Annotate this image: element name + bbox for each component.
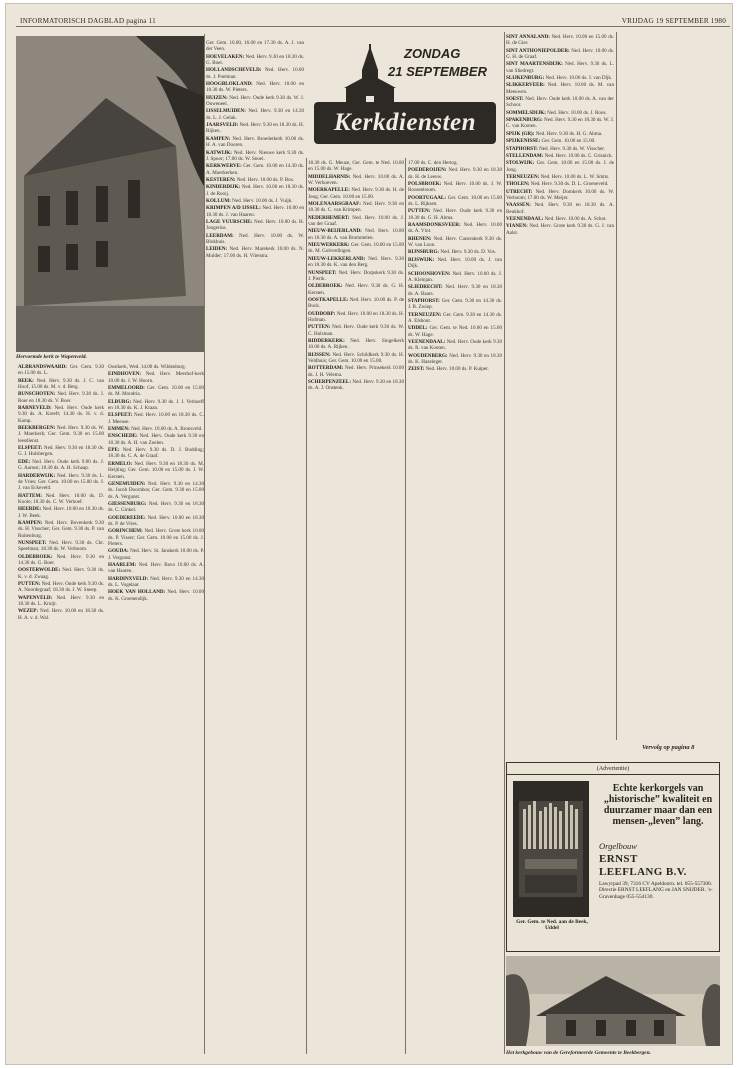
church-photo-left <box>16 36 204 352</box>
church-listing: VIANEN: Ned. Herv. Grote kerk 9.30 ds. G. J. van Aalst. <box>506 223 614 236</box>
church-listing: SINT MAARTENSDIJK: Ned. Herv. 9.30 ds. L. van Sliedregt. <box>506 61 614 74</box>
listing-column-7 <box>618 34 726 740</box>
church-listing: ELSPEET: Ned. Herv. 10.00 en 18.30 ds. C. J. Meeuse. <box>108 412 204 425</box>
column-rule-3 <box>405 158 406 1054</box>
column-1-text <box>18 364 104 621</box>
church-listing: RHENEN: Ned. Herv. Cunerakerk 9.30 ds. W. van Loon. <box>408 235 502 249</box>
organ-caption: Ger. Gem. te Ned. aan de Beek, Uddel <box>516 919 588 931</box>
church-listing: SOMMELSDIJK: Ned. Herv. 10.00 ds. J. Roos. <box>506 109 607 116</box>
header-left: INFORMATORISCH DAGBLAD pagina 11 <box>20 17 156 25</box>
church-listing: HARDERWIJK: Ned. Herv. 9.30 ds. L. de Vries; Ger. Gem. 10.00 en 15.00 ds. J. J. van Eckeveld. <box>18 472 104 492</box>
listing-column-6 <box>506 34 614 754</box>
newspaper-page <box>6 4 732 1064</box>
column-6-text <box>506 34 614 236</box>
church-listing: PUTTEN: Ned. Herv. Oude kerk 9.30 en 18.30 ds. G. H. Abma. <box>408 208 502 221</box>
church-listing: WEZEP: Ned. Herv. 10.00 en 18.30 ds. H. A. v. d. Wal. <box>18 608 104 621</box>
church-listing: SCHERPENZEEL: Ned. Herv. 9.30 en 18.30 ds. A. J. Onstenk. <box>308 379 404 392</box>
church-listing: ENSCHEDE: Ned. Herv. Oude kerk 9.30 en 18.30 ds. A. H. van Zoelen. <box>108 433 204 446</box>
church-listing: RAAMSDONKSVEER: Ned. Herv. 10.00 ds. A. Vlot. <box>408 222 502 235</box>
church-listing: STAPHORST: Ger. Gem. 9.30 en 14.30 ds. J. B. Zwiep. <box>408 297 502 311</box>
header-rule <box>16 26 730 27</box>
church-listing: EMMELOORD: Ger. Gem. 10.00 en 15.00 ds. M. Mondria. <box>108 385 204 398</box>
church-listing: KAMPEN: Ned. Herv. Broederkerk 10.00 ds. H. A. van Dooren. <box>206 135 304 149</box>
church-listing: BEEKBERGEN: Ned. Herv. 9.30 ds. W. J. Moerkerk; Ger. Gem. 9.30 en 15.00 leesdienst. <box>18 425 104 444</box>
church-photo-bottom <box>506 956 720 1046</box>
church-listing: HATTEM: Ned. Herv. 10.00 ds. D. Koole; 18.30 ds. C. W. Verhoef. <box>18 492 104 505</box>
column-5-text <box>408 160 502 373</box>
church-listing: ALBRANDSWAARD: Ger. Gem. 9.30 en 15.00 ds. L. <box>18 364 104 377</box>
church-listing: HOEK VAN HOLLAND: Ned. Herv. 10.00 ds. K. Groenendijk. <box>108 589 204 602</box>
church-listing: WOUDENBERG: Ned. Herv. 9.30 en 18.30 ds. K. Hazeleger. <box>408 352 502 365</box>
church-listing: OOSTKAPELLE: Ned. Herv. 10.00 ds. P. de Buck. <box>308 296 404 310</box>
church-listing: PUTTEN: Ned. Herv. Oude kerk 9.30 ds. W. C. Hulsman. <box>308 324 404 337</box>
church-listing: STOLWIJK: Ger. Gem. 10.00 en 15.00 ds. J. de Jong. <box>506 160 614 173</box>
church-listing: HOEVELAKEN: Ned. Herv. 9.30 en 18.30 ds. G. Boer. <box>206 53 304 67</box>
church-listing: BUNSCHOTEN: Ned. Herv. 9.30 ds. J. Boer en 18.30 ds. V. Boer. <box>18 391 104 404</box>
kerkdiensten-title: Kerkdiensten <box>314 102 496 144</box>
church-listing: SINT ANNALAND: Ned. Herv. 10.00 en 15.00 ds. H. de Gier. <box>506 34 614 47</box>
church-building-illustration <box>506 956 720 1046</box>
church-listing: SLIKKERVEER: Ned. Herv. 10.00 ds. M. van Meeuwen. <box>506 82 614 95</box>
church-listing: POLSBROEK: Ned. Herv. 10.00 ds. J. W. Roosenboom. <box>408 181 502 194</box>
listing-column-2 <box>108 364 204 1054</box>
church-listing: KAMPEN: Ned. Herv. Bovenkerk 9.30 ds. H. Visscher; Ger. Gem. 9.30 ds. P. van Ruitenburg. <box>18 519 104 539</box>
church-listing: POEDEROIJEN: Ned. Herv. 9.30 en 18.30 ds. H. de Leeuw. <box>408 167 502 180</box>
church-listing: NUNSPEET: Ned. Herv. Dorpskerk 9.30 ds. J. Pierik. <box>308 269 404 282</box>
church-listing: GOEDEREEDE: Ned. Herv. 10.00 en 18.30 ds. P. de Vries. <box>108 514 204 527</box>
church-listing: KOLLUM: Ned. Herv. 10.00 ds. J. Vuijk. <box>206 197 293 204</box>
church-listing: BEEK: Ned. Herv. 9.30 ds. J. C. van Hoof, 15.00 ds. M. v. d. Berg. <box>18 377 104 391</box>
church-listing: HEERDE: Ned. Herv. 10.00 en 18.30 ds. J. W. Beek. <box>18 506 104 519</box>
church-listing: KATWIJK: Ned. Herv. Nieuwe kerk 9.30 ds. J. Spoor; 17.00 ds. W. Snoei. <box>206 149 304 162</box>
church-listing: HAARLEM: Ned. Herv. Bavo 10.00 ds. A. van Haaren. <box>108 561 204 575</box>
church-listing: 17.00 ds. C. den Hertog. <box>408 160 458 166</box>
church-listing: IJSSELMUIDEN: Ned. Herv. 9.30 en 14.30 ds. L. J. Geluk. <box>206 108 304 121</box>
church-listing: SPIJK (GR): Ned. Herv. 9.30 ds. H. G. Abma. <box>506 130 603 137</box>
church-listing: UDDEL: Ger. Gem. te Ned. 10.00 en 15.00 ds. W. Hage. <box>408 325 502 338</box>
church-illustration <box>16 36 204 352</box>
church-listing: HUIZEN: Ned. Herv. Oude kerk 9.30 ds. W. J. Ouweneel. <box>206 94 304 108</box>
column-3-text <box>206 40 304 259</box>
church-listing: PUTTEN: Ned. Herv. Oude kerk 9.30 ds. A. Noordegraaf; 18.30 ds. J. W. Sneep. <box>18 581 104 594</box>
listing-column-4 <box>308 160 404 1054</box>
church-listing: EDE: Ned. Herv. Oude kerk 9.00 ds. J. G. Aarsen; 18.30 ds. A. H. Schaap. <box>18 458 104 472</box>
header-right: VRIJDAG 19 SEPTEMBER 1980 <box>621 17 726 25</box>
church-listing: POORTUGAAL: Ger. Gem. 10.00 en 15.00 ds. L. Rijksen. <box>408 194 502 208</box>
church-listing: HARDINXVELD: Ned. Herv. 9.30 en 14.30 ds. L. Vogelaar. <box>108 575 204 588</box>
church-listing: ELSPEET: Ned. Herv. 9.30 en 18.30 ds. G. J. Hulsbergen. <box>18 445 104 458</box>
church-listing: KINDERDIJK: Ned. Herv. 10.00 en 18.30 ds. J. de Rooij. <box>206 184 304 197</box>
church-listing: HOLLANDSCHEVELD: Ned. Herv. 10.00 ds. J. Poelman. <box>206 67 304 80</box>
listing-column-5 <box>408 160 502 1054</box>
church-listing: SPIJKENISSE: Ger. Gem. 10.00 en 15.00. <box>506 138 596 145</box>
church-listing: Ger. Gem. 10.00, 16.00 en 17.30 ds. A. J. van der Veen. <box>206 40 304 53</box>
church-listing: KRIMPEN A/D IJSSEL: Ned. Herv. 10.00 en 18.30 ds. J. van Haaren. <box>206 205 304 218</box>
church-listing: RIJSWIJK: Ned. Herv. 10.00 ds. J. van Dijk. <box>408 256 502 270</box>
organ-illustration <box>513 781 589 917</box>
church-listing: SCHOONHOVEN: Ned. Herv. 10.00 ds. J. A. Kleinjan. <box>408 270 502 283</box>
church-listing: GIESSENBURG: Ned. Herv. 9.30 en 18.30 ds. C. Ginkel. <box>108 500 204 514</box>
photo-caption-left: Hervormde kerk te Wapenveld. <box>16 354 87 360</box>
kerkdiensten-banner <box>308 42 498 154</box>
church-listing: ROTTERDAM: Ned. Herv. Prinsekerk 10.00 ds. J. H. Velema. <box>308 365 404 378</box>
church-listing: SINT ANTHONIEPOLDER: Ned. Herv. 10.00 ds. G. H. de Graaf. <box>506 47 614 61</box>
church-listing: RIJNSBURG: Ned. Herv. 9.30 ds. D. Vos. <box>408 249 497 256</box>
church-listing: ERMELO: Ned. Herv. 9.30 en 18.30 ds. M. Heijting; Ger. Gem. 10.00 en 15.00 ds. J. W. Kersten. <box>108 460 204 480</box>
church-listing: OOSTERWOLDE: Ned. Herv. 9.30 ds. K. v. d. Zwaag. <box>18 567 104 580</box>
ad-subtitle: Orgelbouw <box>599 841 637 851</box>
church-listing: NIEUWERKERK: Ger. Gem. 10.00 en 15.00 ds. M. Golverdingen. <box>308 242 404 255</box>
organ-photo <box>513 781 589 917</box>
church-listing: NIEUW-LEKKERLAND: Ned. Herv. 9.30 en 18.30 ds. K. van den Berg. <box>308 255 404 269</box>
date-line-1: ZONDAG <box>404 46 461 61</box>
column-4-text <box>308 160 404 392</box>
church-listing: EPE: Ned. Herv. 9.30 ds. D. J. Budding; 18.30 ds. C. A. de Graaf. <box>108 447 204 460</box>
church-listing: ELBURG: Ned. Herv. 9.30 ds. J. J. Verhoeff en 18.30 ds. K. J. Kraan. <box>108 398 204 412</box>
church-listing: KESTEREN: Ned. Herv. 10.00 ds. P. Bos. <box>206 176 294 183</box>
church-listing: WAPENVELD: Ned. Herv. 9.30 en 18.30 ds. L. Kruijt. <box>18 594 104 608</box>
church-listing: GORINCHEM: Ned. Herv. Grote kerk 10.00 ds. P. Visser; Ger. Gem. 10.00 en 15.00 ds. J. Pieters. <box>108 528 204 547</box>
church-listing: UTRECHT: Ned. Herv. Domkerk 10.00 ds. W. Verboom; 17.00 ds. W. Meijer. <box>506 188 614 201</box>
church-listing: OLDEBROEK: Ned. Herv. 9.30 ds. G. H. Kersten. <box>308 283 404 296</box>
column-rule-1 <box>204 34 205 1054</box>
ad-address: Lawyrpad 39, 7316 CV Apeldoorn. tel. 055-557300. Directie ERNST LEEFLANG en JAN SNIJDER. ’s-Gravenhage 055-554130. <box>599 881 713 900</box>
column-rule-2 <box>306 158 307 1054</box>
column-rule-5 <box>616 32 617 740</box>
church-listing: TERNEUZEN: Ned. Herv. 10.00 ds. L. W. Smits. <box>506 173 610 180</box>
church-listing: NIEUW-BEIJERLAND: Ned. Herv. 10.00 en 18.30 ds. A. van Brummelen. <box>308 228 404 241</box>
church-listing: JAARSVELD: Ned. Herv. 9.30 en 18.30 ds. H. Rijken. <box>206 122 304 135</box>
church-listing: HOOGBLOKLAND: Ned. Herv. 10.00 en 18.30 ds. W. Pieters. <box>206 81 304 94</box>
church-listing: NUNSPEET: Ned. Herv. 9.30 ds. Chr. Speelman; 18.30 ds. W. Verboom. <box>18 539 104 553</box>
church-listing: THOLEN: Ned. Herv. 9.30 ds. D. L. Groeneveld. <box>506 181 609 188</box>
church-listing: STELLENDAM: Ned. Herv. 10.00 ds. C. Grisnich. <box>506 152 613 159</box>
church-listing: OUDDORP: Ned. Herv. 10.00 en 18.30 ds. H. Hofman. <box>308 310 404 323</box>
church-listing: MIDDELHARNIS: Ned. Herv. 10.00 ds. A. W. Verhoeven. <box>308 173 404 187</box>
continued-note: Vervolg op pagina 8 <box>642 744 695 751</box>
church-listing: NEDERHEMERT: Ned. Herv. 10.00 ds. J. van der Graaf. <box>308 214 404 228</box>
church-listing: MOERKAPELLE: Ned. Herv. 9.30 ds. H. de Jong; Ger. Gem. 10.00 en 15.00. <box>308 187 404 200</box>
church-listing: Oostkerk, Wed. 14.00 ds. Wildenburg. <box>108 364 186 370</box>
church-listing: SLIJKENBURG: Ned. Herv. 10.00 ds. J. van Dijk. <box>506 75 613 82</box>
church-listing: OLDEBROEK: Ned. Herv. 9.30 en 14.30 ds. G. Boer. <box>18 553 104 566</box>
column-rule-4 <box>504 32 505 1054</box>
church-listing: VEENENDAAL: Ned. Herv. Oude kerk 9.30 ds. R. van Kooten. <box>408 338 502 352</box>
church-listing: 18.30 ds. G. Meuze, Ger. Gem. te Ned. 10.00 en 15.00 ds. W. Hage. <box>308 160 404 173</box>
church-listing: STAPHORST: Ned. Herv. 9.30 ds. W. Visscher. <box>506 145 605 152</box>
church-listing: GOUDA: Ned. Herv. St. Janskerk 10.00 ds. P. J. Vergunst. <box>108 548 204 561</box>
church-listing: RIDDERKERK: Ned. Herv. Singelkerk 10.00 ds. A. Rijken. <box>308 337 404 351</box>
church-listing: MOLENAARSGRAAF: Ned. Herv. 9.30 en 18.30 ds. C. van Krimpen. <box>308 201 404 214</box>
church-listing: RIJSSEN: Ned. Herv. Schildkerk 9.30 ds. H. Veldhuis; Ger. Gem. 10.00 en 15.00. <box>308 351 404 364</box>
church-listing: SPAKENBURG: Ned. Herv. 9.30 en 18.30 ds. W. J. C. van Kooten. <box>506 117 614 130</box>
church-listing: VAASSEN: Ned. Herv. 9.30 en 18.30 ds. A. Beukhof. <box>506 202 614 215</box>
organ-advertisement <box>506 762 720 952</box>
church-listing: SOEST: Ned. Herv. Oude kerk 10.00 ds. A. van der Schoor. <box>506 96 614 109</box>
church-listing: LAGE VUURSCHE: Ned. Herv. 10.00 ds. H. Jongerius. <box>206 218 304 232</box>
column-2-text <box>108 364 204 602</box>
church-listing: BARNEVELD: Ned. Herv. Oude kerk 9.30 ds. A. Kreeft; 14.30 ds. H. v. d. Kamp. <box>18 405 104 424</box>
church-listing: GENEMUIDEN: Ned. Herv. 9.30 en 14.30 ds. Jacob Doornbos; Ger. Gem. 9.30 en 15.00 ds. A. Vergunst. <box>108 480 204 500</box>
church-listing: KERKWERVE: Ger. Gem. 10.00 en 14.30 ds. A. Moerkerken. <box>206 163 304 176</box>
church-listing: SLIEDRECHT: Ned. Herv. 9.30 en 18.30 ds. A. Baars. <box>408 284 502 297</box>
ad-label: (Advertentie) <box>507 763 719 775</box>
church-listing: VEENENDAAL: Ned. Herv. 10.00 ds. A. Schot. <box>506 215 607 222</box>
church-listing: LEERDAM: Ned. Herv. 10.00 ds. W. Blokhuis. <box>206 232 304 245</box>
ad-tagline: Echte kerkorgels van „historische” kwaliteit en duurzamer maar dan een mensen-„leven” lang. <box>603 783 713 827</box>
ad-name-2: LEEFLANG B.V. <box>599 866 687 878</box>
church-listing: LEIDEN: Ned. Herv. Marekerk 10.00 ds. N. Mulder; 17.00 ds. H. Vlietstra. <box>206 246 304 259</box>
ad-name-1: ERNST <box>599 853 638 865</box>
listing-column-3 <box>206 40 304 1054</box>
date-line-2: 21 SEPTEMBER <box>388 64 487 79</box>
church-listing: ZEIST: Ned. Herv. 10.00 ds. P. Kuiper. <box>408 366 489 373</box>
photo-caption-bottom: Het kerkgebouw van de Gereformeerde Gemeente te Beekbergen. <box>506 1050 651 1056</box>
listing-column-1 <box>18 364 104 1054</box>
church-listing: TERNEUZEN: Ger. Gem. 9.30 en 14.30 ds. A. Elshout. <box>408 311 502 324</box>
church-listing: EMMEN: Ned. Herv. 10.00 ds. A. Bronsveld. <box>108 426 203 433</box>
church-listing: EINDHOVEN: Ned. Herv. Meerhof-kerk 10.00 ds. J. W. Hoorn. <box>108 371 204 384</box>
